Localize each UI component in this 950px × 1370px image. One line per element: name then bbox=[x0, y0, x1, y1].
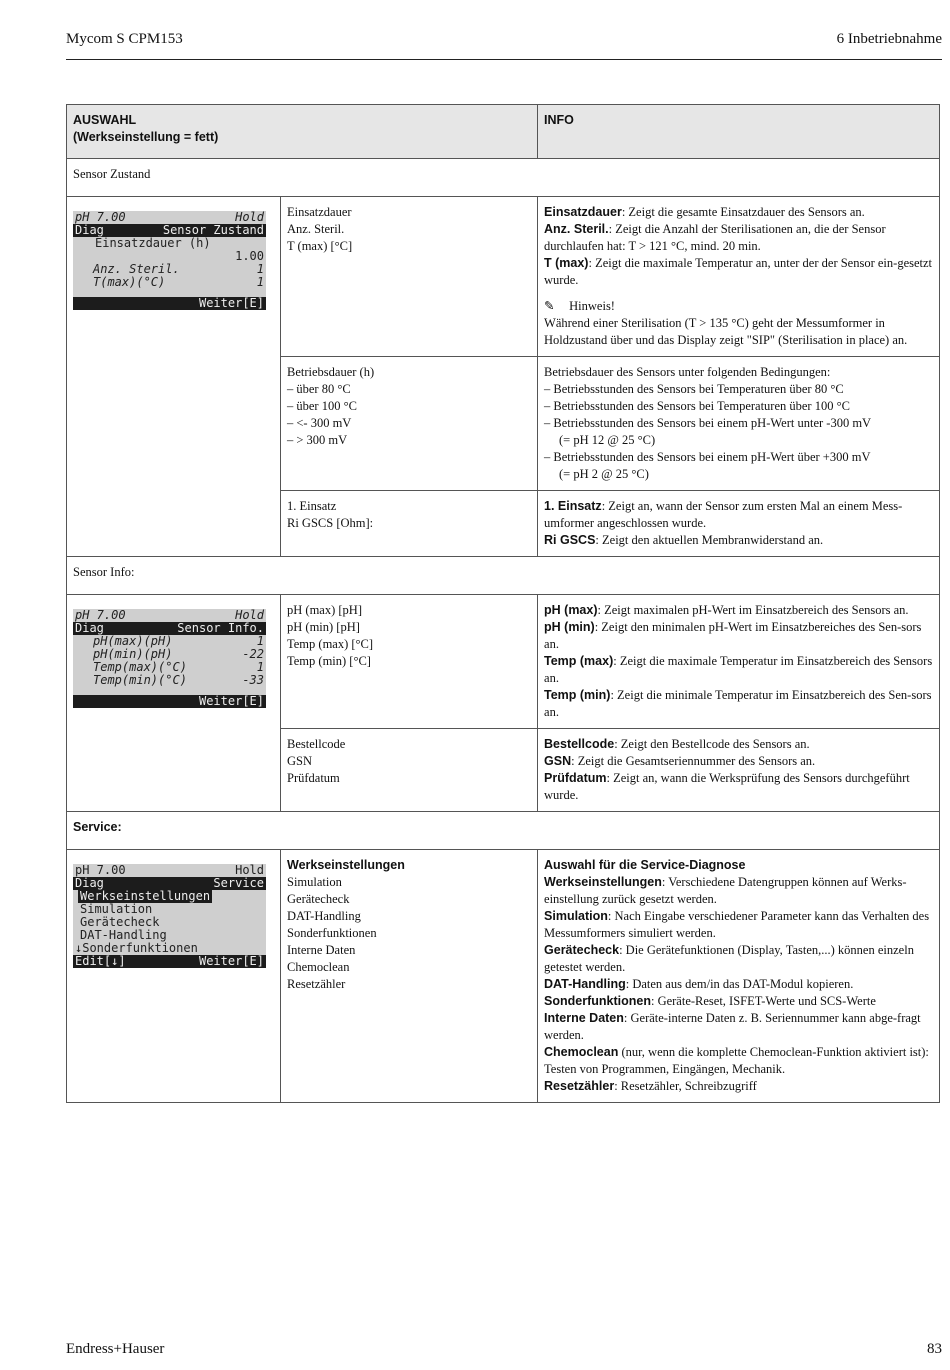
selection-cell: pH (max) [pH] pH (min) [pH] Temp (max) [°C] Temp (min) [°C] bbox=[281, 595, 538, 729]
column-header-auswahl: AUSWAHL (Werkseinstellung = fett) bbox=[67, 105, 538, 159]
column-header-info: INFO bbox=[538, 105, 940, 159]
table-row bbox=[67, 197, 940, 357]
lcd-selected-item: Werkseinstellungen bbox=[80, 890, 211, 903]
selection-cell: Betriebsdauer (h) – über 80 °C – über 100 °C – <- 300 mV – > 300 mV bbox=[281, 357, 538, 491]
settings-table bbox=[66, 104, 940, 1103]
header-chapter-title: 6 Inbetriebnahme bbox=[836, 31, 942, 47]
info-cell: Auswahl für die Service-Diagnose Werkseinstellungen: Verschiedene Datengruppen können auf Werks-einstellung zurück gesetzt werden. Simulation: Nach Eingabe verschiedener Parameter kann das Verhalten des Messumformers simuliert werden. Gerätecheck: Die Gerätefunktionen (Display, Tasten,...) können einzeln getestet werden. DAT-Handling: Daten aus dem/in das DAT-Modul kopieren. Sonderfunktionen: Geräte-Reset, ISFET-Werte und SCS-Werte Interne Daten: Geräte-interne Daten z. B. Seriennummer kann abge-fragt werden. Chemoclean (nur, wenn die komplette Chemoclean-Funktion aktiviert ist): Testen von Programmen, Eingängen, Mechanik. Resetzähler: Resetzähler, Schreibzugriff bbox=[538, 850, 940, 1103]
lcd-display-service: pH 7.00 Hold Diag Service Werkseinstellungen Simulation Gerätecheck DAT-Handling ↓Sonderfunktionen Edit[↓] Weiter[E] bbox=[75, 864, 264, 968]
table-row bbox=[67, 850, 940, 1103]
info-cell: 1. Einsatz: Zeigt an, wann der Sensor zum ersten Mal an einem Mess-umformer angeschlossen wurde. Ri GSCS: Zeigt den aktuellen Membranwiderstand an. bbox=[538, 491, 940, 557]
info-cell: Einsatzdauer: Zeigt die gesamte Einsatzdauer des Sensors an. Anz. Steril.: Zeigt die Anzahl der Sterilisationen an, die der Sensor durchlaufen hat: T > 121 °C, mind. 20 min. T (max): Zeigt die maximale Temperatur an, unter der der Sensor ein-gesetzt wurde. ✎ Hinweis! Während einer Sterilisation (T > 135 °C) geht der Messumformer in Holdzustand über und das Display zeigt "SIP" (Sterilisation in place) an. bbox=[538, 197, 940, 357]
info-cell: Bestellcode: Zeigt den Bestellcode des Sensors an. GSN: Zeigt die Gesamtseriennummer des Sensors an. Prüfdatum: Zeigt an, wann die Werksprüfung des Sensors durchgeführt wurde. bbox=[538, 729, 940, 812]
selection-cell: Einsatzdauer Anz. Steril. T (max) [°C] bbox=[281, 197, 538, 357]
selection-cell: Bestellcode GSN Prüfdatum bbox=[281, 729, 538, 812]
section-title-sensor-info: Sensor Info: bbox=[67, 557, 940, 595]
page-number: 83 bbox=[927, 1341, 942, 1357]
display-cell-sensor-info bbox=[67, 595, 281, 812]
section-row-sensor-zustand bbox=[67, 159, 940, 197]
section-title-service: Service: bbox=[67, 812, 940, 850]
lcd-display-sensor-info: pH 7.00 Hold Diag Sensor Info. pH(max)(pH) 1 pH(min)(pH) -22 Temp(max)(°C) 1 Temp(min)(°C) -33 Weiter[E] bbox=[75, 609, 264, 708]
selection-cell: 1. Einsatz Ri GSCS [Ohm]: bbox=[281, 491, 538, 557]
section-row-sensor-info bbox=[67, 557, 940, 595]
selection-cell: Werkseinstellungen Simulation Gerätecheck DAT-Handling Sonderfunktionen Interne Daten Chemoclean Resetzähler bbox=[281, 850, 538, 1103]
info-cell: Betriebsdauer des Sensors unter folgenden Bedingungen: – Betriebsstunden des Sensors bei Temperaturen über 80 °C – Betriebsstunden des Sensors bei Temperaturen über 100 °C – Betriebsstunden des Sensors bei einem pH-Wert unter -300 mV (= pH 12 @ 25 °C) – Betriebsstunden des Sensors bei einem pH-Wert über +300 mV (= pH 2 @ 25 °C) bbox=[538, 357, 940, 491]
display-cell-sensor-zustand bbox=[67, 197, 281, 557]
table-header-row bbox=[67, 105, 940, 159]
lcd-display-sensor-zustand: pH 7.00 Hold Diag Sensor Zustand Einsatzdauer (h) 1.00 Anz. Steril. 1 T(max)(°C) 1 Weiter[E] bbox=[75, 211, 264, 310]
footer-brand: Endress+Hauser bbox=[66, 1341, 165, 1357]
section-row-service bbox=[67, 812, 940, 850]
note-hinweis: ✎ Hinweis! bbox=[544, 298, 615, 313]
header-rule bbox=[66, 59, 942, 60]
table-row bbox=[67, 595, 940, 729]
pencil-icon: ✎ bbox=[544, 298, 555, 313]
info-cell: pH (max): Zeigt maximalen pH-Wert im Einsatzbereich des Sensors an. pH (min): Zeigt den minimalen pH-Wert im Einsatzbereiches des Sen-sors an. Temp (max): Zeigt die maximale Temperatur im Einsatzbereich des Sensors an. Temp (min): Zeigt die minimale Temperatur im Einsatzbereich des Sen-sors an. bbox=[538, 595, 940, 729]
section-title-sensor-zustand: Sensor Zustand bbox=[67, 159, 940, 197]
display-cell-service bbox=[67, 850, 281, 1103]
header-product-name: Mycom S CPM153 bbox=[66, 31, 183, 47]
